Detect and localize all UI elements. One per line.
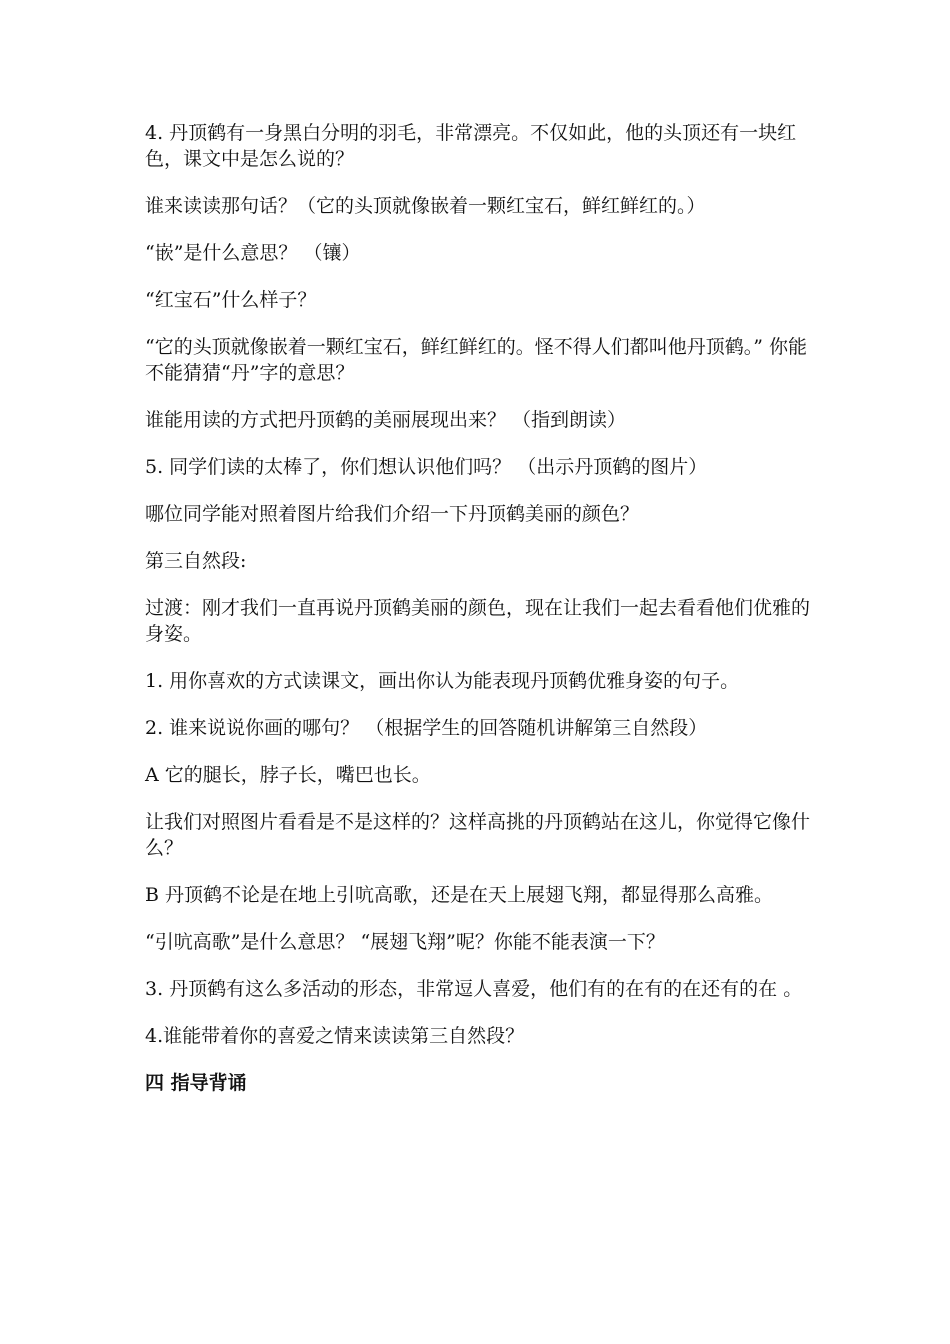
paragraph-qian-meaning: “嵌”是什么意思？ （镶） [145, 242, 361, 264]
paragraph-step-3: 3. 丹顶鹤有这么多活动的形态，非常逗人喜爱，他们有的在有的在还有的在 。 [145, 978, 803, 1000]
paragraph-phrase-meaning: “引吭高歌”是什么意思？ “展翅飞翔”呢？你能不能表演一下？ [145, 931, 665, 953]
paragraph-q5-picture: 5. 同学们读的太棒了，你们想认识他们吗？ （出示丹顶鹤的图片） [145, 456, 708, 478]
paragraph-step-4: 4.谁能带着你的喜爱之情来读读第三自然段？ [145, 1025, 525, 1047]
document-body [145, 120, 810, 1117]
section-heading: 四 指导背诵 [145, 1072, 247, 1094]
paragraph-introduce-color: 哪位同学能对照着图片给我们介绍一下丹顶鹤美丽的颜色？ [145, 503, 640, 525]
paragraph-read-aloud: 谁能用读的方式把丹顶鹤的美丽展现出来？ （指到朗读） [145, 409, 627, 431]
paragraph-compare-picture: 让我们对照图片看看是不是这样的？这样高挑的丹顶鹤站在这儿，你觉得它像什么？ [145, 811, 811, 859]
paragraph-transition: 过渡：刚才我们一直再说丹顶鹤美丽的颜色，现在让我们一起去看看他们优雅的身姿。 [145, 597, 811, 645]
paragraph-item-a: A 它的腿长，脖子长，嘴巴也长。 [145, 764, 431, 786]
paragraph-third-section-label: 第三自然段: [145, 550, 247, 572]
paragraph-q4-crown: 4. 丹顶鹤有一身黑白分明的羽毛，非常漂亮。不仅如此，他的头顶还有一块红色，课文中是怎么说的？ [145, 122, 797, 170]
paragraph-step-2: 2. 谁来说说你画的哪句？ （根据学生的回答随机讲解第三自然段） [145, 717, 708, 739]
paragraph-read-sentence: 谁来读读那句话？（它的头顶就像嵌着一颗红宝石，鲜红鲜红的。） [145, 195, 706, 217]
paragraph-item-b: B 丹顶鹤不论是在地上引吭高歌，还是在天上展翅飞翔，都显得那么高雅。 [145, 884, 774, 906]
paragraph-dan-meaning: “它的头顶就像嵌着一颗红宝石，鲜红鲜红的。怪不得人们都叫他丹顶鹤。” 你能不能猜猜“丹”字的意思？ [145, 336, 807, 384]
paragraph-ruby-look: “红宝石”什么样子？ [145, 289, 317, 311]
paragraph-step-1: 1. 用你喜欢的方式读课文，画出你认为能表现丹顶鹤优雅身姿的句子。 [145, 670, 740, 692]
